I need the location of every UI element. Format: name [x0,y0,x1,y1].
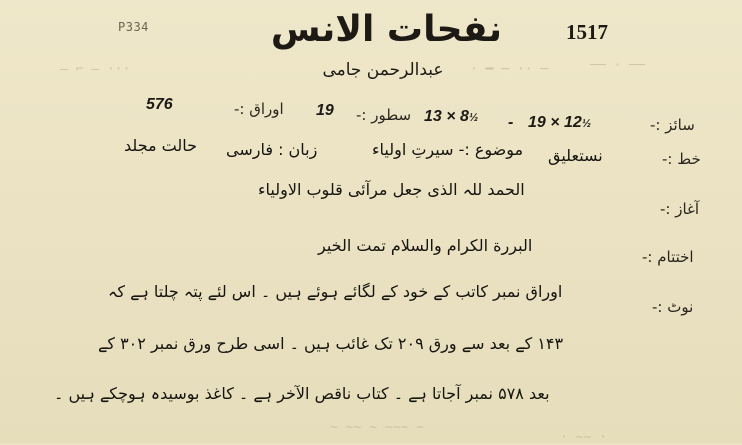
serial-number: 1517 [566,20,608,44]
lines-value: 19 [316,102,334,119]
script-label: خط :- [662,150,701,168]
call-number: P334 [118,20,149,34]
size-full: 19 × 12½ [528,114,592,131]
bleed-through-mark: · ━ ─ ·· ─ [470,62,549,77]
subject: موضوع :- سیرتِ اولیاء [372,140,524,159]
size-label: سائز :- [650,116,695,134]
bleed-through-mark: — ⌐ — ··· [60,62,131,77]
explicit-text: البررة الکرام والسلام تمت الخیر [318,236,533,255]
script-value: نستعلیق [548,146,603,165]
note-label: نوٹ :- [652,298,694,316]
size-written: 13 × 8½ [424,108,479,125]
note-line: اوراق نمبر کاتب کے خود کے لگائے ہوئے ہیں ۔ اس لئے پتہ چلتا ہے کہ [108,282,563,301]
author-name: عبدالرحمن جامی [322,60,444,80]
book-title: نفحات الانس [270,9,502,50]
bleed-through-mark: ~ ~~ ~ ~~~ ~ [330,420,424,435]
language: زبان : فارسی [226,140,318,159]
bleed-through-mark: ── · ── [590,58,645,73]
incipit-label: آغاز :- [660,200,700,218]
condition: حالت مجلد [124,136,198,155]
note-line: بعد ۵۷۸ نمبر آجاتا ہے ۔ کتاب ناقص الآخر ہے ۔ کاغذ بوسیدہ ہوچکے ہیں ۔ [54,384,550,403]
lines-label: سطور :- [356,106,412,124]
incipit-text: الحمد للہ الذی جعل مرآئی قلوب الاولیاء [258,180,525,199]
size-separator: - [508,114,514,131]
bleed-through-mark: · ~~ · [560,430,607,445]
folios-value: 576 [146,96,173,113]
folios-label: اوراق :- [234,100,284,118]
explicit-label: اختتام :- [642,248,694,266]
note-line: ۱۴۳ کے بعد سے ورق ۲۰۹ تک غائب ہیں ۔ اسی طرح ورق نمبر ۳۰۲ کے [98,334,564,353]
